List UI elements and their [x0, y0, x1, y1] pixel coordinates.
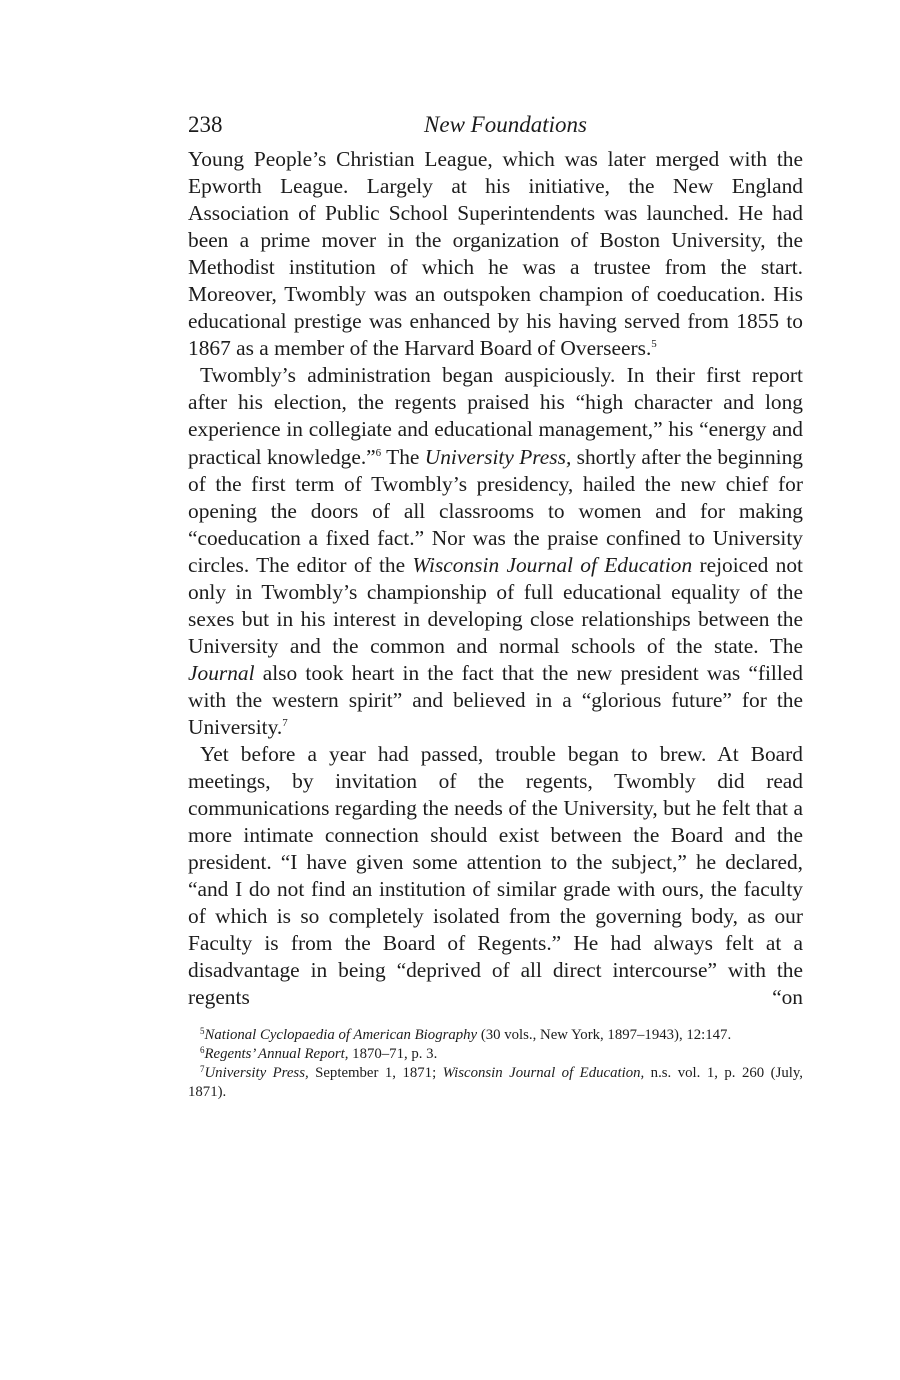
- footnote-7-marker: 7: [200, 1063, 205, 1074]
- paragraph-1-text: Young People’s Christian League, which was later merged with the Epworth League. Largely at his initiative, the New England Association of Public School Superintendents was launched. He had been a prime mover in the organization of Boston University, the Methodist institution of which he was a trustee from the start. Moreover, Twombly was an outspoken champion of coeducation. His educational prestige was enhanced by his having served from 1855 to 1867 as a member of the Harvard Board of Overseers.: [188, 147, 803, 361]
- footnotes: [188, 1026, 803, 1102]
- paragraph-2-text-d: rejoiced not only in Twombly’s championship of full educational equality of the sexes but in his interest in developing close relationships between the University and the common and normal schools of the state. The: [188, 552, 803, 658]
- footnote-6-text: 1870–71, p. 3.: [348, 1045, 438, 1062]
- footnote-7-text-b: n.s. vol. 1, p. 260 (July, 1871).: [188, 1064, 803, 1100]
- paragraph-3: [188, 741, 803, 1011]
- footnote-5-marker: 5: [200, 1025, 205, 1036]
- running-title: New Foundations: [424, 112, 587, 137]
- paragraph-1: [188, 146, 803, 362]
- footnote-5-text: (30 vols., New York, 1897–1943), 12:147.: [477, 1026, 732, 1043]
- paragraph-2-italic-university-press: University Press,: [424, 444, 572, 469]
- footnote-7: [188, 1064, 803, 1102]
- paragraph-2-italic-wisconsin-journal: Wisconsin Journal of Education: [412, 552, 693, 577]
- body-text: [188, 146, 803, 1012]
- paragraph-2-italic-journal: Journal: [188, 660, 255, 685]
- paragraph-2: [188, 362, 803, 741]
- footnote-5: [188, 1026, 803, 1045]
- paragraph-2-text-c: shortly after the beginning of the first term of Twombly’s presidency, hailed the new chief for opening the doors of all classrooms to women and for making “coeducation a fixed fact.” Nor was the praise confined to University circles. The editor of the: [188, 444, 803, 577]
- paragraph-2-text-a: Twombly’s administration began auspiciously. In their first report after his election, the regents praised his “high character and long experience in collegiate and educational management,” his “energy and practical knowledge.”: [188, 363, 803, 469]
- footnote-7-italic-b: Wisconsin Journal of Education,: [442, 1064, 645, 1081]
- note-ref-7: 7: [282, 716, 288, 729]
- note-ref-6: 6: [375, 446, 382, 459]
- footnote-7-italic-a: University Press,: [204, 1064, 309, 1081]
- page-number: 238: [188, 112, 223, 137]
- footnote-5-italic: National Cyclopaedia of American Biography: [204, 1026, 478, 1043]
- note-ref-5: 5: [651, 338, 657, 351]
- paragraph-2-text-e: also took heart in the fact that the new president was “filled with the western spirit” and believed in a “glorious future” for the University.: [188, 660, 803, 739]
- footnote-6-marker: 6: [200, 1044, 205, 1055]
- footnote-7-text-a: September 1, 1871;: [308, 1064, 443, 1081]
- footnote-6: [188, 1045, 803, 1064]
- paragraph-2-text-b: The: [381, 444, 425, 469]
- footnote-6-italic: Regents’ Annual Report,: [204, 1045, 349, 1062]
- book-page: [188, 110, 803, 1102]
- paragraph-3-text: Yet before a year had passed, trouble began to brew. At Board meetings, by invitation of the regents, Twombly did read communications regarding the needs of the University, but he felt that a more intimate connection should exist between the Board and the president. “I have given some attention to the subject,” he declared, “and I do not find an institution of similar grade with ours, the faculty of which is so completely isolated from the governing body, as our Faculty is from the Board of Regents.” He had always felt at a disadvantage in being “deprived of all direct intercourse” with the regents “on: [188, 742, 803, 1010]
- running-head: [188, 110, 803, 146]
